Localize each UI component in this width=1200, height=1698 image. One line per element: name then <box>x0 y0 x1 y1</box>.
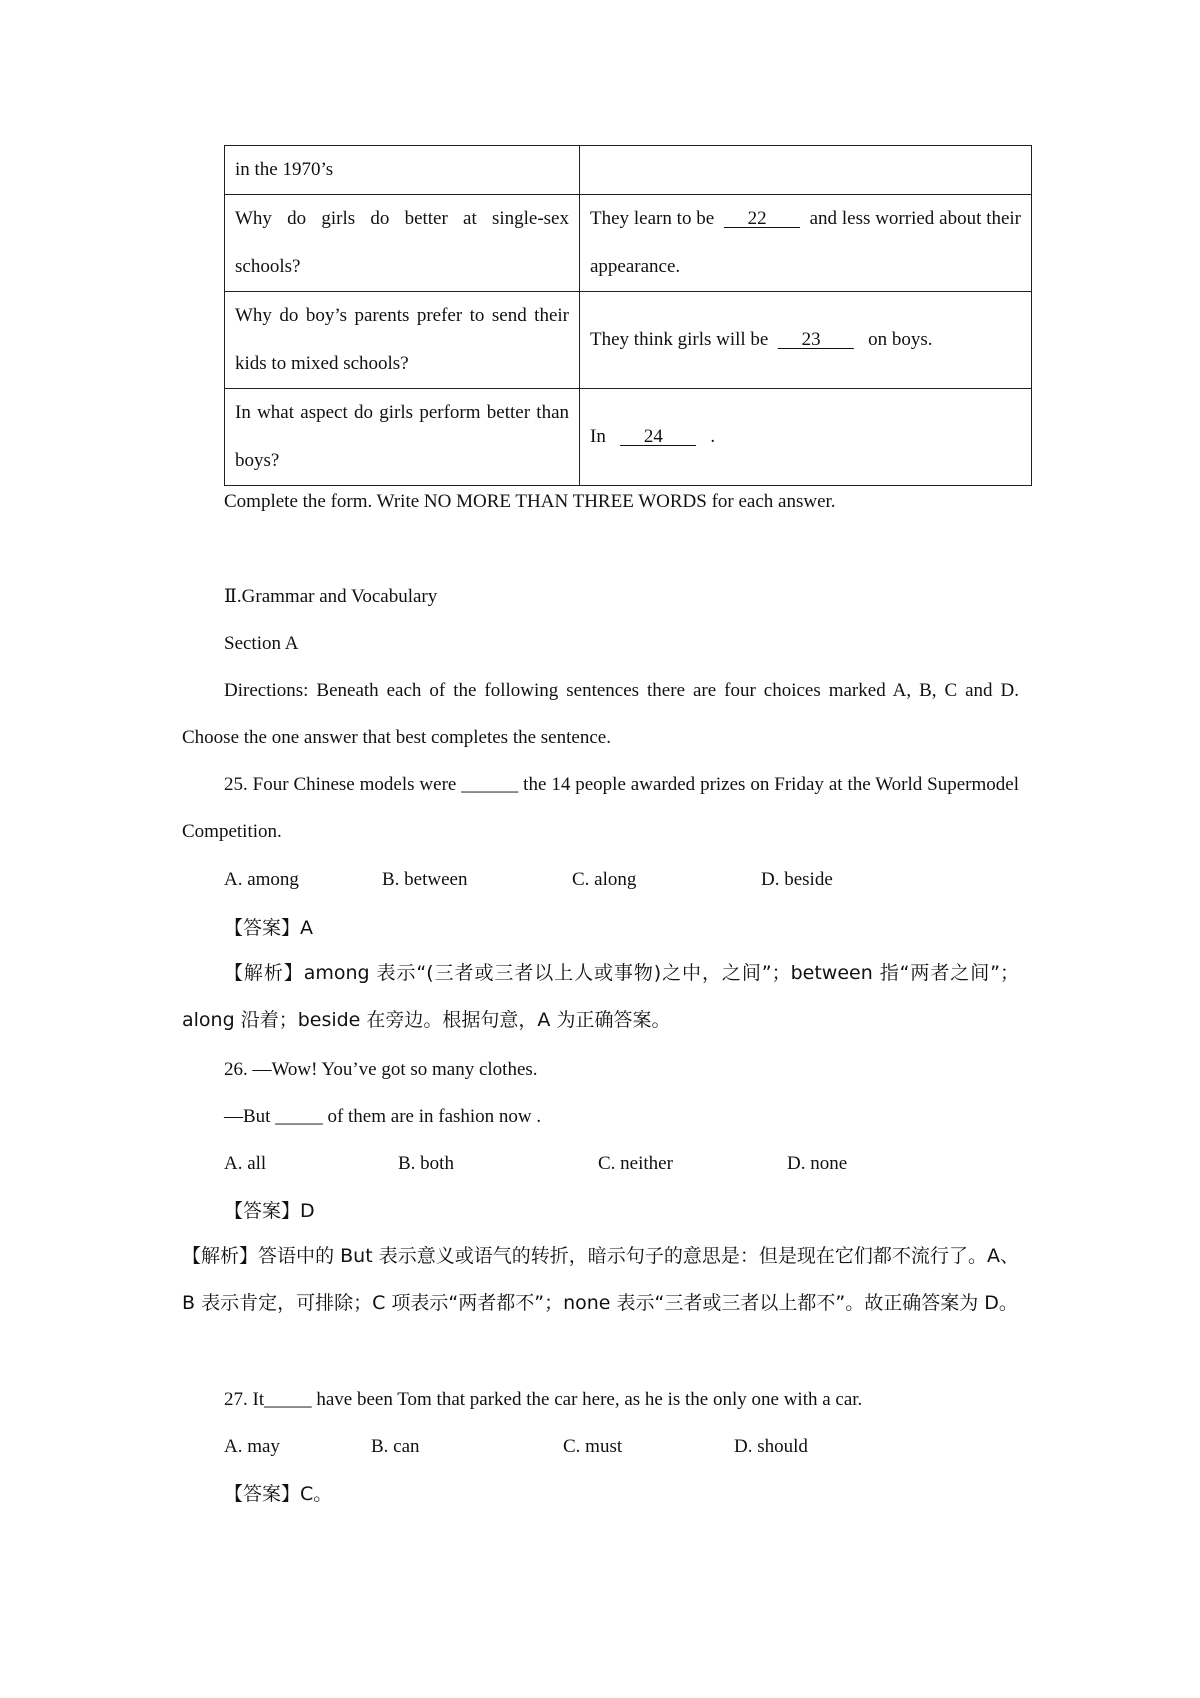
answer-text: and less worried about their appearance. <box>590 208 1022 277</box>
table-row <box>225 146 1032 195</box>
answer-cell <box>580 292 1032 389</box>
table-row <box>225 195 1032 292</box>
section-subheading: Section A <box>224 633 299 654</box>
blank-22 <box>724 195 800 243</box>
option-c: C. along <box>572 869 637 890</box>
option-d: D. none <box>787 1153 848 1174</box>
answer-cell <box>580 389 1032 486</box>
option-c: C. neither <box>598 1153 673 1174</box>
option-d: D. should <box>734 1436 808 1457</box>
option-b: B. between <box>382 869 468 890</box>
blank-number: 23 <box>801 329 821 350</box>
option-a: A. among <box>224 869 299 890</box>
question-cell: Why do girls do better at single-sex schools? <box>225 195 580 292</box>
blank-24 <box>620 413 696 461</box>
option-a: A. may <box>224 1436 280 1457</box>
question-27-stem: 27. It_____ have been Tom that parked the car here, as he is the only one with a car. <box>224 1389 863 1410</box>
answer-text: They think girls will be <box>590 329 769 350</box>
blank-number: 22 <box>747 208 767 229</box>
directions-text: Directions: Beneath each of the following sentences there are four choices marked A, B, C and D. Choose the one answer that best completes the sentence. <box>182 680 1019 748</box>
option-c: C. must <box>563 1436 623 1457</box>
table-row <box>225 389 1032 486</box>
question-26-answer: 【答案】D <box>224 1200 315 1222</box>
answer-text: They learn to be <box>590 208 715 229</box>
blank-23 <box>778 316 854 364</box>
blank-number: 24 <box>643 426 663 447</box>
question-26-stem-line2: —But _____ of them are in fashion now . <box>224 1106 542 1127</box>
question-25-answer: 【答案】A <box>224 917 313 939</box>
question-cell: In what aspect do girls perform better than boys? <box>225 389 580 486</box>
question-25-stem: 25. Four Chinese models were ______ the 14 people awarded prizes on Friday at the World Supermodel Competition. <box>182 774 1019 842</box>
section-heading: Ⅱ.Grammar and Vocabulary <box>224 586 438 607</box>
answer-text: In <box>590 426 606 447</box>
form-instruction: Complete the form. Write NO MORE THAN THREE WORDS for each answer. <box>224 491 836 512</box>
question-26-analysis: 【解析】答语中的 But 表示意义或语气的转折，暗示句子的意思是：但是现在它们都不流行了。A、B 表示肯定，可排除；C 项表示“两者都不”；none 表示“三者或三者以上都不”。故正确答案为 D。 <box>182 1245 1019 1314</box>
option-b: B. both <box>398 1153 454 1174</box>
answer-cell <box>580 146 1032 195</box>
question-cell: in the 1970’s <box>225 146 580 195</box>
answer-form-table <box>224 145 1032 486</box>
option-b: B. can <box>371 1436 420 1457</box>
answer-text: on boys. <box>868 329 933 350</box>
answer-cell <box>580 195 1032 292</box>
option-a: A. all <box>224 1153 267 1174</box>
question-27-answer: 【答案】C。 <box>224 1483 333 1505</box>
question-cell: Why do boy’s parents prefer to send their kids to mixed schools? <box>225 292 580 389</box>
question-25-analysis: 【解析】among 表示“(三者或三者以上人或事物)之中，之间”；between 指“两者之间”；along 沿着；beside 在旁边。根据句意，A 为正确答案。 <box>182 962 1019 1031</box>
answer-text: . <box>710 426 716 447</box>
question-26-stem-line1: 26. —Wow! You’ve got so many clothes. <box>224 1059 538 1080</box>
option-d: D. beside <box>761 869 833 890</box>
table-row <box>225 292 1032 389</box>
